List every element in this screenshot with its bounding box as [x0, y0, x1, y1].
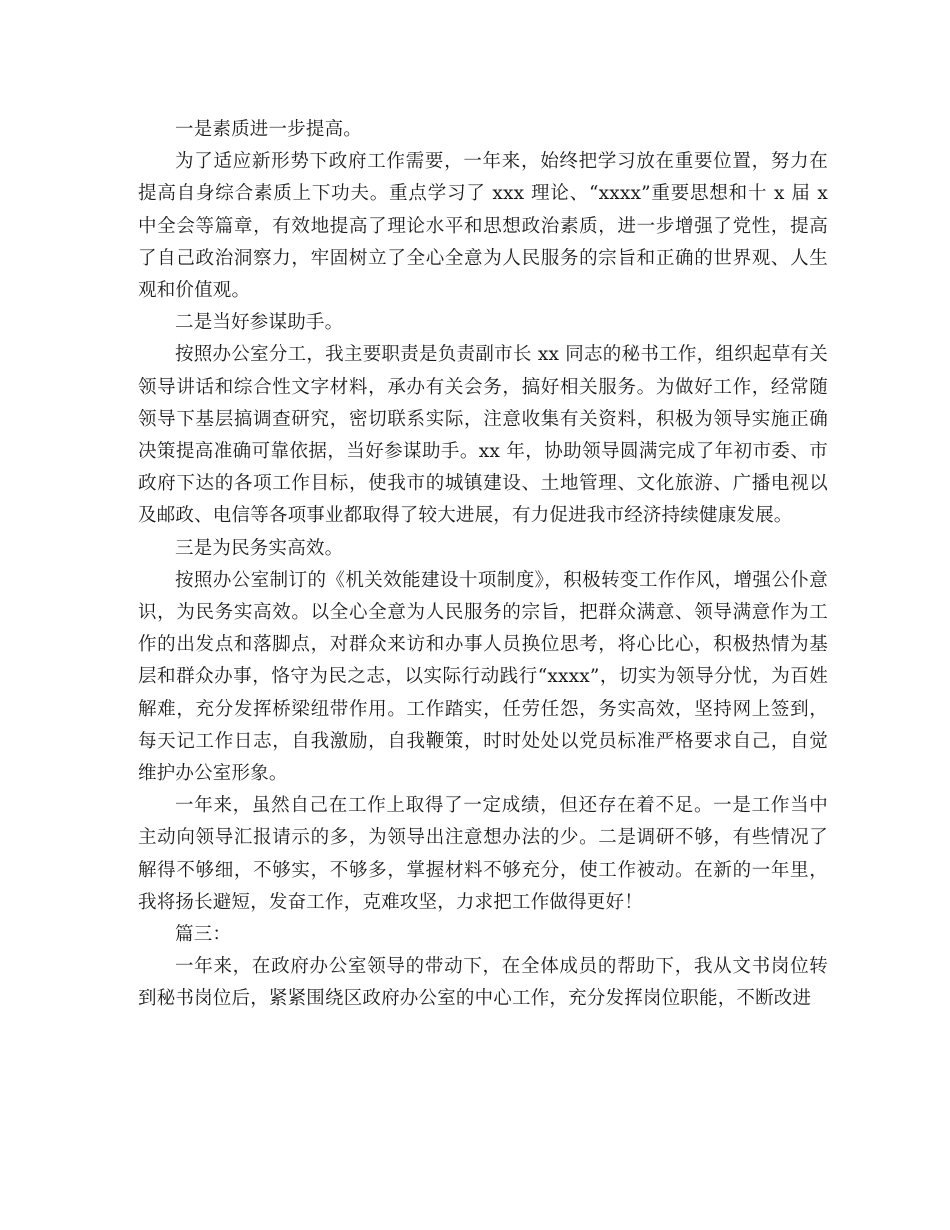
- section-heading-part3: 篇三：: [175, 924, 232, 946]
- section-heading-1: 一是素质进一步提高。: [175, 119, 363, 140]
- section-heading-3: 三是为民务实高效。: [175, 537, 344, 559]
- paragraph-efficiency: 按照办公室制订的《机关效能建设十项制度》，积极转变工作作风，增强公仆意识，为民务实高效。以全心全意为人民服务的宗旨，把群众满意、领导满意作为工作的出发点和落脚点，对群众来访和办事人员换位思考，将心比心，积极热情为基层和群众办事，恪守为民之志，以实际行动践行“xxxx”，切实为领导分忧，为百姓解难，充分发挥桥梁纽带作用。工作踏实，任劳任怨，务实高效，坚持网上签到，每天记工作日志，自我激励，自我鞭策，时时处处以党员标准严格要求自己，自觉维护办公室形象。: [138, 569, 828, 785]
- document-body: [138, 114, 828, 1016]
- paragraph-part3-intro: 一年来，在政府办公室领导的带动下，在全体成员的帮助下，我从文书岗位转到秘书岗位后，紧紧围绕区政府办公室的中心工作，充分发挥岗位职能，不断改进: [138, 956, 828, 1010]
- paragraph-study: 为了适应新形势下政府工作需要，一年来，始终把学习放在重要位置，努力在提高自身综合素质上下功夫。重点学习了 xxx 理论、“xxxx”重要思想和十 x 届 x 中全会等篇章，有效地提高了理论水平和思想政治素质，进一步增强了党性，提高了自己政治洞察力，牢固树立了全心全意为人民服务的宗旨和正确的世界观、人生观和价值观。: [138, 151, 828, 302]
- paragraph-assistant: 按照办公室分工，我主要职责是负责副市长 xx 同志的秘书工作，组织起草有关领导讲话和综合性文字材料，承办有关会务，搞好相关服务。为做好工作，经常随领导下基层搞调查研究，密切联系实际，注意收集有关资料，积极为领导实施正确决策提高准确可靠依据，当好参谋助手。xx 年，协助领导圆满完成了年初市委、市政府下达的各项工作目标，使我市的城镇建设、土地管理、文化旅游、广播电视以及邮政、电信等各项事业都取得了较大进展，有力促进我市经济持续健康发展。: [138, 344, 828, 527]
- section-heading-2: 二是当好参谋助手。: [175, 312, 344, 334]
- paragraph-summary: 一年来，虽然自己在工作上取得了一定成绩，但还存在着不足。一是工作当中主动向领导汇报请示的多，为领导出注意想办法的少。二是调研不够，有些情况了解得不够细，不够实，不够多，掌握材料不够充分，使工作被动。在新的一年里，我将扬长避短，发奋工作，克难攻坚，力求把工作做得更好！: [138, 795, 828, 913]
